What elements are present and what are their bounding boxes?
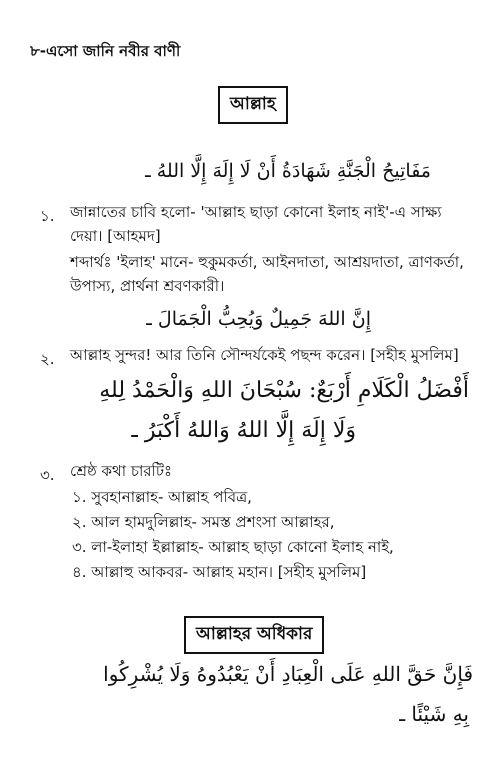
hadith-number-2: ২. xyxy=(40,350,55,368)
arabic-hadith-3-line-2: وَلَا إِلَهَ إِلَّا اللهُ وَاللهُ أَكْبَرُ ـ xyxy=(131,418,356,443)
list-item: ৩. লা-ইলাহা ইল্লাল্লাহ- আল্লাহ ছাড়া কোনো ইলাহ নাই, xyxy=(72,538,394,556)
list-item: ২. আল হামদুলিল্লাহ- সমস্ত প্রশংসা আল্লাহর, xyxy=(72,513,335,531)
section-title-rights-of-allah: আল্লাহর অধিকার xyxy=(184,616,324,654)
best-words-intro: শ্রেষ্ঠ কথা চারটিঃ xyxy=(70,462,173,480)
hadith-number-1: ১. xyxy=(40,207,55,225)
list-item: ১. সুবহানাল্লাহ- আল্লাহ পবিত্র, xyxy=(72,488,252,506)
arabic-hadith-3-line-1: أَفْضَلُ الْكَلَامِ أَرْبَعٌ: سُبْحَانَ اللهِ وَالْحَمْدُ لِلهِ xyxy=(99,378,469,403)
running-head: ৮-এসো জানি নবীর বাণী xyxy=(30,42,181,60)
section-title-allah: আল্লাহ xyxy=(218,86,288,124)
hadith-text-2: আল্লাহ সুন্দর! আর তিনি সৌন্দর্যকেই পছন্দ করেন। [সহীহ মুসলিম] xyxy=(70,346,459,364)
arabic-hadith-2: إِنَّ اللهَ جَمِيلٌ وَيُحِبُّ الْجَمَالَ ـ xyxy=(146,308,371,330)
arabic-hadith-1: مَفَاتِيحُ الْجَنَّةِ شَهَادَةُ أَنْ لَا إِلَهَ إِلَّا اللهُ ـ xyxy=(145,160,431,182)
list-item: ৪. আল্লাহু আকবর- আল্লাহ মহান। [সহীহ মুসলিম] xyxy=(72,563,367,581)
word-meaning-note: শব্দার্থঃ 'ইলাহ' মানে- হুকুমকর্তা, আইনদাতা, আশ্রয়দাতা, ত্রাণকর্তা, উপাস্য, প্রার্থনা শ্রবণকারী। xyxy=(70,253,464,295)
arabic-hadith-4-line-2: بِهِ شَيْئًا ـ xyxy=(399,702,469,726)
arabic-hadith-4-line-1: فَإِنَّ حَقَّ اللهِ عَلَى الْعِبَادِ أَنْ يَعْبُدُوهُ وَلَا يُشْرِكُوا xyxy=(103,662,473,686)
hadith-number-3: ৩. xyxy=(40,466,55,484)
hadith-text-1: জান্নাতের চাবি হলো- 'আল্লাহ ছাড়া কোনো ইলাহ নাই'-এ সাক্ষ্য দেয়া। [আহমদ] xyxy=(70,203,442,245)
